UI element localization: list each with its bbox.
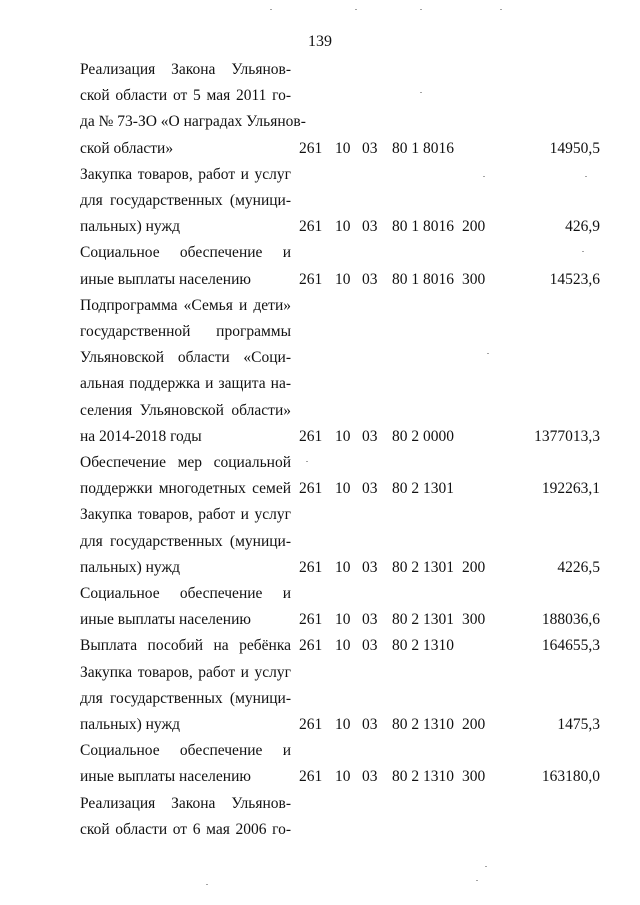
amount: 163180,0 <box>541 768 600 786</box>
amount: 1377013,3 <box>534 427 600 445</box>
department-code: 261 <box>299 427 323 445</box>
scan-speck <box>306 461 308 462</box>
target-article-code: 80 1 8016 <box>392 218 454 236</box>
row-description-line: для государственных (муници- <box>80 689 291 707</box>
target-article-code: 80 1 8016 <box>392 270 454 288</box>
subsection-code: 03 <box>362 768 378 786</box>
scan-speck <box>487 353 489 354</box>
row-description-line: да № 73-ЗО «О наградах Ульянов- <box>80 113 306 131</box>
section-code: 10 <box>335 427 351 445</box>
subsection-code: 03 <box>362 480 378 498</box>
department-code: 261 <box>299 637 323 655</box>
target-article-code: 80 2 1301 <box>392 558 454 576</box>
row-description-line: иные выплаты населению <box>80 768 251 786</box>
section-code: 10 <box>335 270 351 288</box>
amount: 14950,5 <box>549 139 600 157</box>
subsection-code: 03 <box>362 218 378 236</box>
expense-type-code: 300 <box>462 611 486 629</box>
department-code: 261 <box>299 768 323 786</box>
department-code: 261 <box>299 480 323 498</box>
amount: 192263,1 <box>541 480 600 498</box>
row-description-line: иные выплаты населению <box>80 270 251 288</box>
subsection-code: 03 <box>362 427 378 445</box>
department-code: 261 <box>299 558 323 576</box>
expense-type-code: 200 <box>462 218 486 236</box>
page-number: 139 <box>308 33 332 50</box>
row-description-line: Подпрограмма «Семья и дети» <box>80 296 291 314</box>
row-description-line: ской области» <box>80 139 174 157</box>
target-article-code: 80 2 1310 <box>392 716 454 733</box>
scan-speck <box>355 9 357 10</box>
row-description-line: Реализация Закона Ульянов- <box>80 61 291 78</box>
row-description-line: Социальное обеспечение и <box>80 742 291 760</box>
scan-speck <box>483 176 485 177</box>
row-description-line: альная поддержка и защита на- <box>80 375 291 393</box>
section-code: 10 <box>335 218 351 236</box>
department-code: 261 <box>299 218 323 236</box>
row-description-line: Закупка товаров, работ и услуг <box>80 165 291 183</box>
section-code: 10 <box>335 611 351 629</box>
row-description-line: Обеспечение мер социальной <box>80 454 291 471</box>
section-code: 10 <box>335 558 351 576</box>
row-description-line: на 2014-2018 годы <box>80 427 202 445</box>
scan-speck <box>476 880 478 881</box>
row-description-line: Социальное обеспечение и <box>80 244 291 262</box>
department-code: 261 <box>299 716 323 733</box>
department-code: 261 <box>299 270 323 288</box>
row-description-line: поддержки многодетных семей <box>80 480 291 498</box>
amount: 164655,3 <box>541 637 600 655</box>
subsection-code: 03 <box>362 558 378 576</box>
section-code: 10 <box>335 637 351 655</box>
section-code: 10 <box>335 139 351 157</box>
row-description-line: ской области от 6 мая 2006 го- <box>80 820 291 838</box>
scan-speck <box>420 9 422 10</box>
scan-speck <box>500 9 502 10</box>
row-description-line: Выплата пособий на ребёнка <box>80 637 291 655</box>
target-article-code: 80 1 8016 <box>392 139 454 157</box>
department-code: 261 <box>299 139 323 157</box>
department-code: 261 <box>299 611 323 629</box>
target-article-code: 80 2 0000 <box>392 427 454 445</box>
expense-type-code: 200 <box>462 716 486 733</box>
amount: 188036,6 <box>541 611 600 629</box>
scan-speck <box>270 9 272 10</box>
expense-type-code: 300 <box>462 768 486 786</box>
row-description-line: Реализация Закона Ульянов- <box>80 794 291 812</box>
row-description-line: пальных) нужд <box>80 558 181 576</box>
target-article-code: 80 2 1310 <box>392 768 454 786</box>
row-description-line: Закупка товаров, работ и услуг <box>80 663 291 681</box>
subsection-code: 03 <box>362 716 378 733</box>
target-article-code: 80 2 1310 <box>392 637 454 655</box>
row-description-line: ской области от 5 мая 2011 го- <box>80 87 291 105</box>
row-description-line: для государственных (муници- <box>80 192 291 209</box>
subsection-code: 03 <box>362 637 378 655</box>
scan-speck <box>420 92 422 93</box>
expense-type-code: 200 <box>462 558 486 576</box>
subsection-code: 03 <box>362 270 378 288</box>
scan-speck <box>582 251 584 252</box>
row-description-line: пальных) нужд <box>80 716 181 733</box>
target-article-code: 80 2 1301 <box>392 611 454 629</box>
section-code: 10 <box>335 768 351 786</box>
row-description-line: Закупка товаров, работ и услуг <box>80 506 291 524</box>
target-article-code: 80 2 1301 <box>392 480 454 498</box>
row-description-line: Социальное обеспечение и <box>80 585 291 602</box>
subsection-code: 03 <box>362 611 378 629</box>
amount: 14523,6 <box>549 270 600 288</box>
subsection-code: 03 <box>362 139 378 157</box>
row-description-line: селения Ульяновской области» <box>80 401 291 419</box>
scan-speck <box>206 884 208 885</box>
section-code: 10 <box>335 480 351 498</box>
section-code: 10 <box>335 716 351 733</box>
row-description-line: иные выплаты населению <box>80 611 251 629</box>
row-description-line: Ульяновской области «Соци- <box>80 349 291 367</box>
amount: 1475,3 <box>557 716 600 733</box>
row-description-line: пальных) нужд <box>80 218 181 236</box>
row-description-line: государственной программы <box>80 323 291 340</box>
scan-speck <box>485 866 487 867</box>
expense-type-code: 300 <box>462 270 486 288</box>
amount: 4226,5 <box>557 558 600 576</box>
amount: 426,9 <box>565 218 600 236</box>
row-description-line: для государственных (муници- <box>80 532 291 550</box>
scan-speck <box>585 176 587 177</box>
